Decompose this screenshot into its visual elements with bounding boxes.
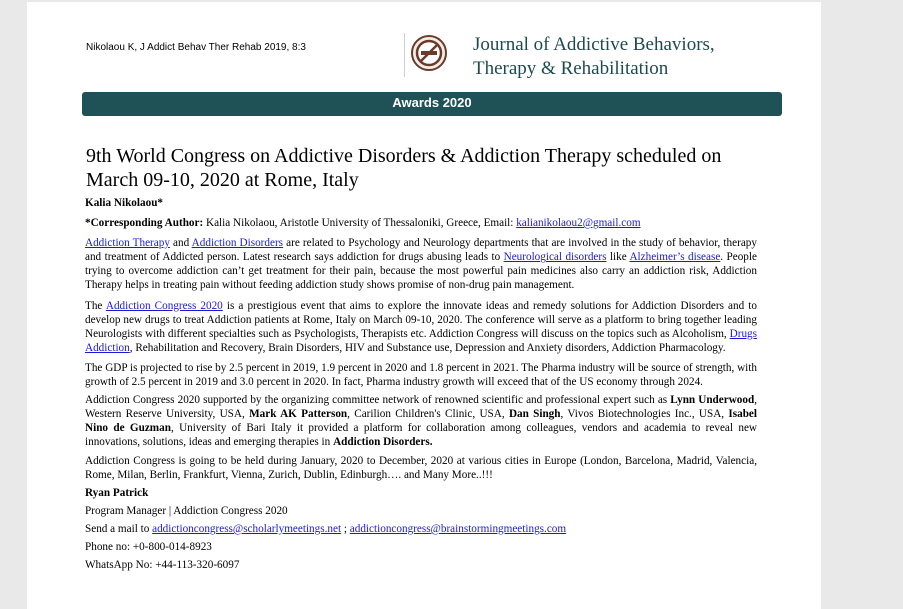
contact-email-link-2[interactable]: addictioncongress@brainstormingmeetings.com (349, 522, 567, 535)
contact-name-line (85, 486, 757, 500)
contact-whatsapp: WhatsApp No: +44-113-320-6097 (85, 559, 240, 572)
author-line (85, 196, 757, 210)
article-body (85, 196, 757, 572)
text-span: and (169, 237, 192, 250)
link-neurological-disorders[interactable]: Neurological disorders (503, 251, 607, 264)
document-page (27, 2, 821, 609)
contact-email-line (85, 522, 757, 536)
contact-name: Ryan Patrick (85, 486, 149, 499)
journal-title-line1: Journal of Addictive Behaviors, (473, 34, 715, 55)
author-name: Kalia Nikolaou* (85, 197, 164, 209)
text-span: , Rehabilitation and Recovery, Brain Disorders, HIV and Substance use, Depression and Anxiety disorders, Addiction Pharmacology. (129, 341, 726, 354)
paragraph-5: Addiction Congress is going to be held during January, 2020 to December, 2020 at various cities in Europe (London, Barcelona, Madrid, Valencia, Rome, Milan, Berlin, Frankfurt, Vienna, Zurich, Dublin, Edinburgh…. and Many More..!!! (85, 454, 757, 481)
article-title: 9th World Congress on Addictive Disorders & Addiction Therapy scheduled on March 09-10, 2020 at Rome, Italy (86, 145, 722, 191)
text-span: Send a mail to (85, 522, 153, 535)
text-span: , Vivos Biotechnologies Inc., USA, (560, 408, 729, 421)
link-drugs-addiction[interactable]: Drugs Addiction (85, 327, 757, 354)
text-span: , University of Bari Italy it provided a platform for collaboration among colleagues, vendors and academia to reveal new innovations, solutions, ideas and emerging therapies in (85, 422, 757, 449)
corresponding-author-text: Kalia Nikolaou, Aristotle University of Thessaloniki, Greece, Email: (203, 217, 517, 230)
link-alzheimers-disease[interactable]: Alzheimer’s disease (629, 251, 721, 264)
text-span: ; (341, 522, 350, 535)
link-addiction-disorders[interactable]: Addiction Disorders (191, 237, 284, 250)
text-span: are related to Psychology and Neurology departments that are involved in the study of behavior, therapy and treatment of Addicted person. Latest research says addiction for drugs abusing leads to (85, 237, 757, 264)
expert-name: Lynn Underwood (670, 394, 755, 407)
paragraph-2 (85, 299, 757, 355)
link-addiction-therapy[interactable]: Addiction Therapy (85, 237, 170, 250)
journal-title (473, 33, 715, 81)
text-span: , Western Reserve University, USA, (85, 394, 757, 421)
corresponding-author (85, 216, 757, 230)
expert-name: Dan Singh (508, 408, 561, 421)
text-span: The (85, 299, 106, 312)
contact-email-link-1[interactable]: addictioncongress@scholarlymeetings.net (152, 522, 342, 535)
link-addiction-congress[interactable]: Addiction Congress 2020 (105, 299, 223, 312)
paragraph-3: The GDP is projected to rise by 2.5 percent in 2019, 1.9 percent in 2020 and 1.8 percent in 2021. The Pharma industry will be source of strength, with growth of 2.5 percent in 2019 and 3.0 percent in 2020. In fact, Pharma industry growth will exceed that of the US economy through 2024. (85, 361, 757, 389)
text-span: Addiction Congress 2020 supported by the organizing committee network of renowned scientific and professional expert such as (85, 394, 671, 407)
contact-phone: Phone no: +0-800-014-8923 (85, 540, 212, 553)
text-span: like (606, 251, 630, 264)
topic-bold: Addiction Disorders. (333, 436, 433, 449)
expert-name: Mark AK Patterson (249, 408, 348, 421)
contact-role: Program Manager | Addiction Congress 2020 (85, 504, 288, 517)
citation: Nikolaou K, J Addict Behav Ther Rehab 2019, 8:3 (86, 42, 306, 53)
text-span: is a prestigious event that aims to explore the innovate ideas and remedy solutions for Addiction Disorders and to develop new drugs to treat Addiction patients at Rome, Italy on March 09-10, 2020. The conference will serve as a platform to bring together leading Neurologists with different specialties such as Psychologists, Therapists etc. Addiction Congress will discuss on the topics such as Alcoholism, (85, 299, 757, 340)
author-email-link[interactable]: kalianikolaou2@gmail.com (516, 217, 641, 230)
journal-title-line2: Therapy & Rehabilitation (473, 58, 669, 79)
text-span: . People trying to overcome addiction can’t get treatment for their pain, because the most powerful pain medicines also carry an addiction risk, Addiction Therapy helps in treating pain without feeding addiction study shows promise of non-drug pain management. (85, 251, 757, 292)
no-smoking-icon (410, 34, 448, 76)
expert-name: Isabel Nino de Guzman (85, 408, 757, 435)
paragraph-1 (85, 236, 757, 292)
section-banner: Awards 2020 (82, 92, 782, 116)
text-span: , Carilion Children's Clinic, USA, (347, 408, 509, 421)
paragraph-4 (85, 393, 757, 449)
corresponding-author-label: *Corresponding Author: (85, 217, 204, 230)
journal-logo (404, 33, 453, 77)
